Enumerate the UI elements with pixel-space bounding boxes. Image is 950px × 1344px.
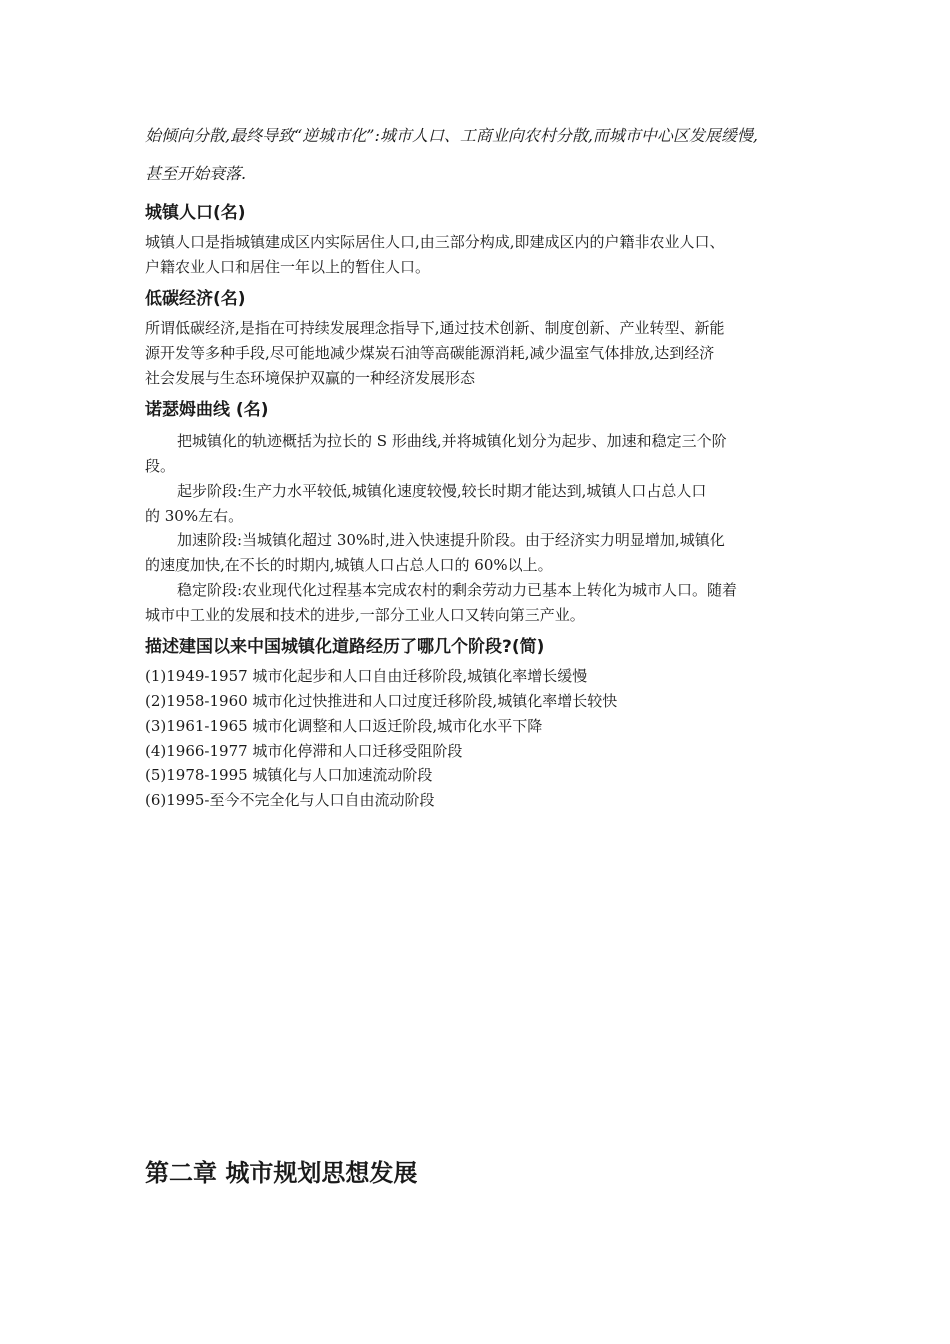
intro-line-2: 甚至开始衰落. [145,164,247,183]
northam-paragraph-line: 加速阶段:当城镇化超过 30%时,进入快速提升阶段。由于经济实力明显增加,城镇化 [177,531,725,549]
urban-population-line: 城镇人口是指城镇建成区内实际居住人口,由三部分构成,即建成区内的户籍非农业人口、 [145,233,725,251]
northam-paragraph-line: 的 30%左右。 [145,507,244,525]
northam-paragraph-line: 把城镇化的轨迹概括为拉长的 S 形曲线,并将城镇化划分为起步、加速和稳定三个阶 [177,432,727,450]
heading-urban-population: 城镇人口(名) [145,203,246,223]
northam-paragraph-line: 段。 [145,457,176,475]
urban-population-line: 户籍农业人口和居住一年以上的暂住人口。 [145,258,431,276]
list-item: (4)1966-1977 城市化停滞和人口迁移受阻阶段 [145,742,463,760]
northam-paragraph-line: 的速度加快,在不长的时期内,城镇人口占总人口的 60%以上。 [145,556,553,574]
northam-paragraph-line: 城市中工业的发展和技术的进步,一部分工业人口又转向第三产业。 [145,606,585,624]
heading-china-stages: 描述建国以来中国城镇化道路经历了哪几个阶段?(简) [145,637,545,657]
northam-paragraph-line: 稳定阶段:农业现代化过程基本完成农村的剩余劳动力已基本上转化为城市人口。随着 [177,581,738,599]
northam-paragraph-line: 起步阶段:生产力水平较低,城镇化速度较慢,较长时期才能达到,城镇人口占总人口 [177,482,707,500]
list-item: (1)1949-1957 城市化起步和人口自由迁移阶段,城镇化率增长缓慢 [145,667,588,685]
heading-low-carbon: 低碳经济(名) [145,289,246,309]
heading-northam-curve: 诺瑟姆曲线 (名) [145,400,269,420]
list-item: (3)1961-1965 城市化调整和人口返迁阶段,城市化水平下降 [145,717,543,735]
list-item: (6)1995-至今不完全化与人口自由流动阶段 [145,791,435,809]
intro-line-1: 始倾向分散,最终导致“逆城市化”:城市人口、工商业向农村分散,而城市中心区发展缓慢, [145,126,759,145]
low-carbon-line: 社会发展与生态环境保护双赢的一种经济发展形态 [145,369,476,387]
list-item: (5)1978-1995 城镇化与人口加速流动阶段 [145,766,433,784]
list-item: (2)1958-1960 城市化过快推进和人口过度迁移阶段,城镇化率增长较快 [145,692,618,710]
chapter-title: 第二章 城市规划思想发展 [145,1159,418,1187]
low-carbon-line: 源开发等多种手段,尽可能地减少煤炭石油等高碳能源消耗,减少温室气体排放,达到经济 [145,344,715,362]
low-carbon-line: 所谓低碳经济,是指在可持续发展理念指导下,通过技术创新、制度创新、产业转型、新能 [145,319,725,337]
